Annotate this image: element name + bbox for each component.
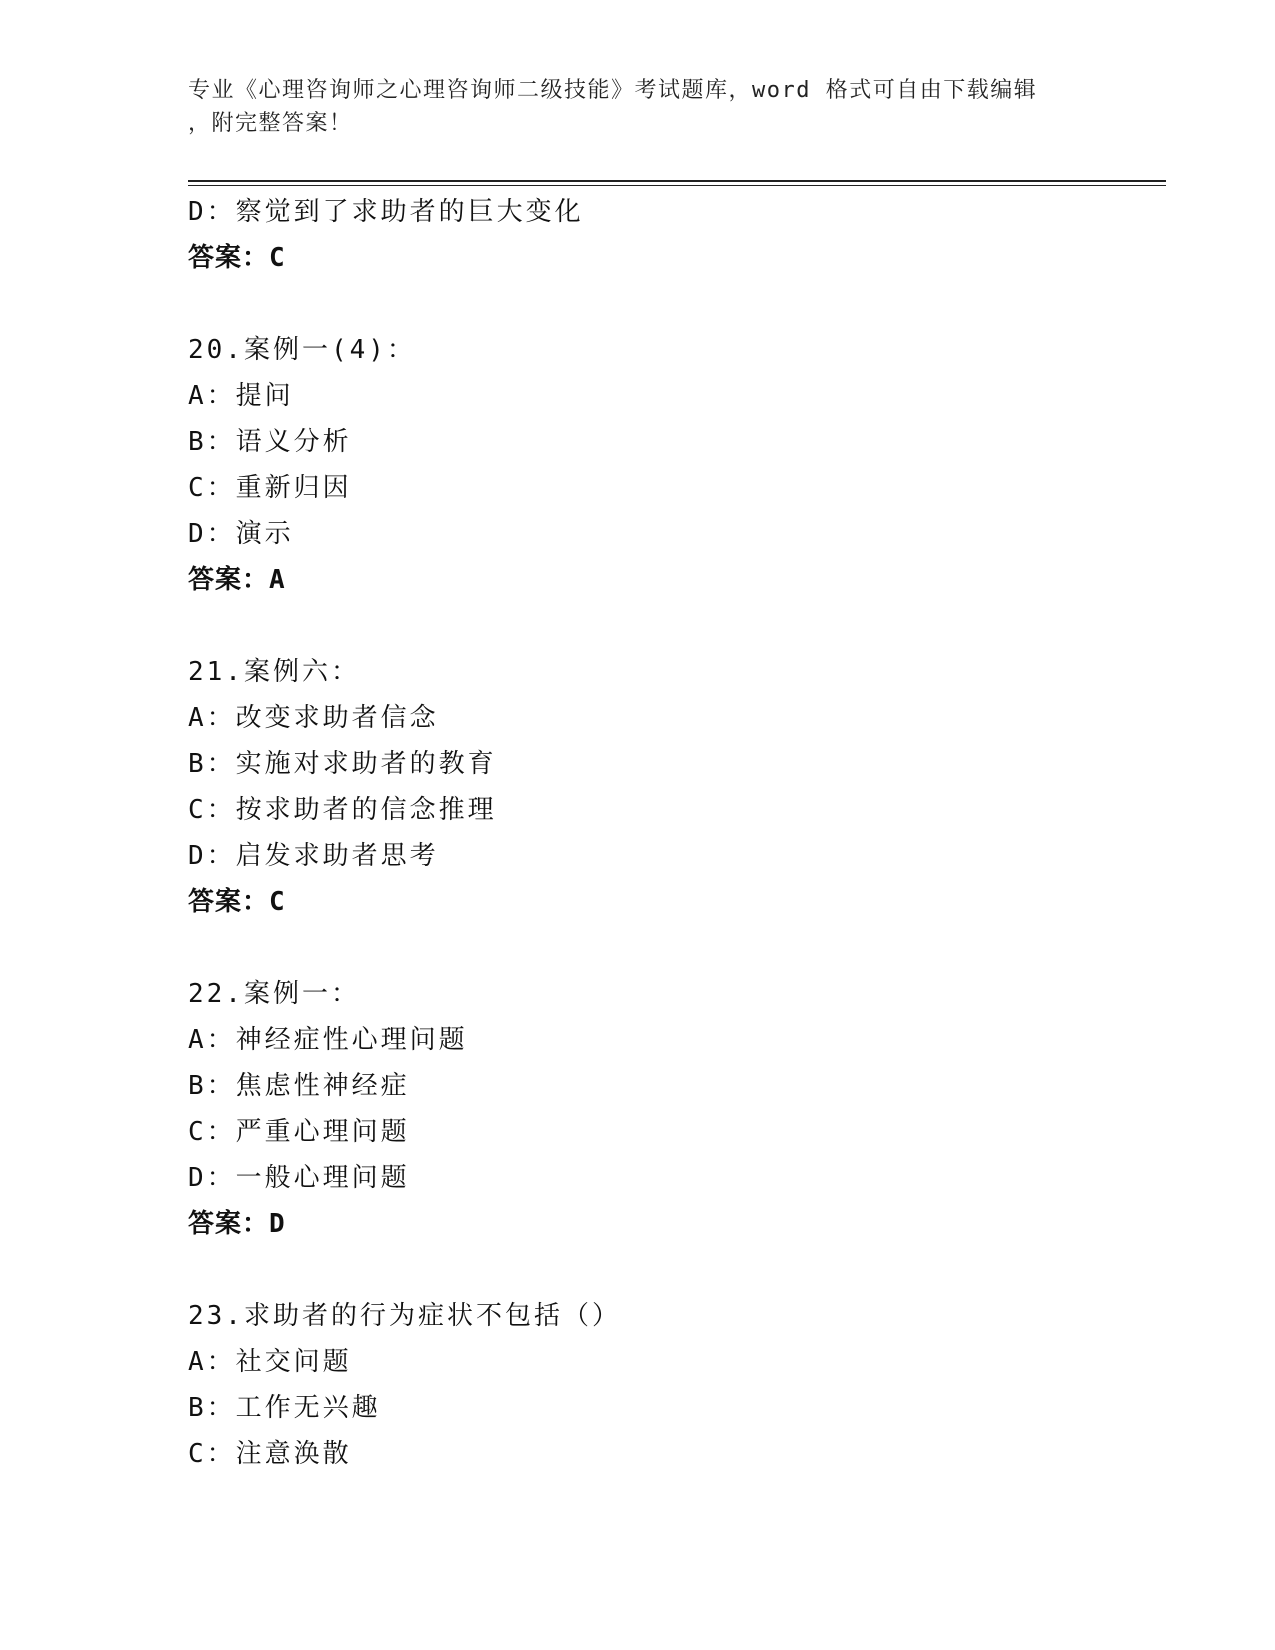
- answer-line: [188, 557, 1168, 603]
- header-line-1: 专业《心理咨询师之心理咨询师二级技能》考试题库，word 格式可自由下载编辑: [188, 78, 1038, 103]
- question-stem: 21.案例六：: [188, 657, 360, 687]
- answer-value: D: [269, 1209, 286, 1239]
- answer-label: 答案：: [188, 1209, 270, 1239]
- spacer: [188, 603, 1168, 649]
- answer-value: A: [269, 565, 286, 595]
- option-a: A：改变求助者信念: [188, 703, 439, 733]
- question-stem: 23.求助者的行为症状不包括（）: [188, 1301, 621, 1331]
- header-line-2: ，附完整答案！: [188, 111, 353, 136]
- option-d: D：演示: [188, 519, 294, 549]
- spacer: [188, 1247, 1168, 1293]
- option-c: C：按求助者的信念推理: [188, 795, 497, 825]
- question-stem: 20.案例一(4)：: [188, 335, 416, 365]
- answer-value: C: [269, 887, 286, 917]
- option-c: C：重新归因: [188, 473, 352, 503]
- option-d: D：察觉到了求助者的巨大变化: [188, 197, 584, 227]
- header-rule-thick: [188, 180, 1166, 182]
- option-b: B：语义分析: [188, 427, 352, 457]
- answer-label: 答案：: [188, 565, 270, 595]
- answer-label: 答案：: [188, 887, 270, 917]
- option-b: B：焦虑性神经症: [188, 1071, 410, 1101]
- document-header: [188, 74, 1088, 140]
- option-c: C：严重心理问题: [188, 1117, 410, 1147]
- option-d: D：启发求助者思考: [188, 841, 439, 871]
- option-b: B：工作无兴趣: [188, 1393, 381, 1423]
- option-c: C：注意涣散: [188, 1439, 352, 1469]
- answer-line: [188, 879, 1168, 925]
- answer-line: [188, 235, 1168, 281]
- option-a: A：神经症性心理问题: [188, 1025, 468, 1055]
- answer-value: C: [269, 243, 286, 273]
- answer-line: [188, 1201, 1168, 1247]
- option-d: D：一般心理问题: [188, 1163, 410, 1193]
- spacer: [188, 925, 1168, 971]
- option-a: A：提问: [188, 381, 294, 411]
- question-stem: 22.案例一：: [188, 979, 360, 1009]
- spacer: [188, 281, 1168, 327]
- question-list: [188, 189, 1168, 1477]
- option-b: B：实施对求助者的教育: [188, 749, 497, 779]
- header-rule-thin: [188, 185, 1166, 186]
- answer-label: 答案：: [188, 243, 270, 273]
- option-a: A：社交问题: [188, 1347, 352, 1377]
